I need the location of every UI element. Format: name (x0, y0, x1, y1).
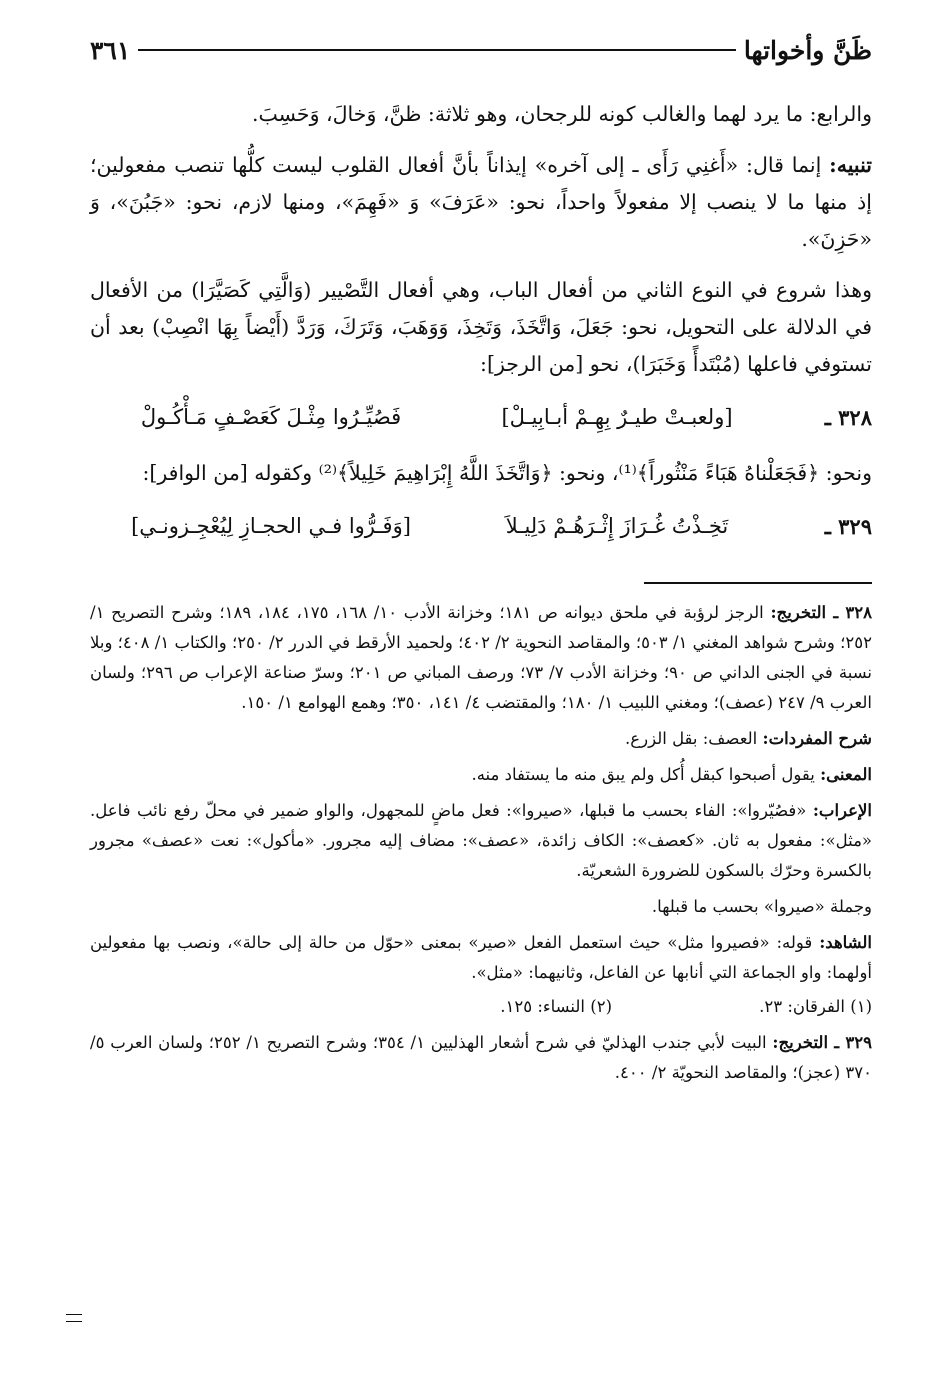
note-parsing (90, 796, 872, 886)
note-label: الإعراب: (812, 801, 872, 820)
note-text: قوله: «فصيروا مثل» حيث استعمل الفعل «صير» بمعنى «حوّل من حالة إلى حالة»، ونصب بها مفعولين أولهما: واو الجماعة التي أنابها عن الفاعل، وثانيهما: «مثل». (90, 933, 872, 982)
note-text: الرجز لرؤبة في ملحق ديوانه ص ١٨١؛ وخزانة الأدب ١٠/ ١٦٨، ١٧٥، ١٨٤، ١٨٩؛ وشرح التصريح ١/ ٢٥٢؛ وشرح شواهد المغني ١/ ٥٠٣؛ والمقاصد النحوية ٢/ ٤٠٢؛ ولحميد الأرقط في الدرر ٢/ ٢٥٠؛ والكتاب ١/ ٤٠٨؛ وبلا نسبة في الجنى الداني ص ٩٠؛ وخزانة الأدب ٧/ ٧٣؛ ورصف المباني ص ٢٠١؛ وسرّ صناعة الإعراب ص ٢٩٦؛ ولسان العرب ٩/ ٢٤٧ (عصف)؛ ومغني اللبيب ١/ ١٨٠؛ والمقتضب ٤/ ١٤١، ٣٥٠؛ وهمع الهوامع ١/ ١٥٠. (90, 603, 873, 712)
verse-number: ٣٢٨ ـ (824, 404, 872, 430)
page-header (90, 28, 872, 72)
footnote-2: (٢) النساء: ١٢٥. (500, 997, 612, 1016)
note-meaning (90, 760, 872, 790)
verse-number: ٣٢٩ ـ (824, 513, 872, 539)
verse-second-hemistich: فَصُيِّـرُوا مِثْـلَ كَعَصْـفٍ مَـأْكُـولْ (140, 405, 402, 429)
page-number: ٣٦١ (90, 35, 131, 65)
note-sentence: وجملة «صيروا» بحسب ما قبلها. (651, 897, 872, 916)
footnotes (90, 598, 872, 1088)
note-vocabulary (90, 724, 872, 754)
paragraph-2 (90, 147, 872, 258)
main-text (90, 96, 872, 550)
note-label: الشاهد: (819, 933, 872, 952)
note-takhrij-328 (90, 598, 872, 718)
note-text: العصف: بقل الزرع. (625, 729, 763, 748)
quran-references (90, 992, 872, 1022)
footnote-divider (644, 582, 872, 584)
verse-329 (90, 502, 872, 550)
verse-first-hemistich: [ولعبـتْ طيـرٌ بِهِـمْ أبـابِيـلْ] (501, 405, 733, 429)
verse-second-hemistich: [وَفَـرُّوا فـي الحجـازِ لِيُعْجِـزونـي] (131, 514, 411, 538)
note-label: ٣٢٩ ـ التخريج: (772, 1033, 872, 1052)
header-rule (138, 49, 736, 51)
paragraph-2-text: إنما قال: «أَغنِي رَأَى ـ إلى آخره» إيذاناً بأنَّ أفعال القلوب ليست كلُّها تنصب مفعولين؛ إذ منها ما لا ينصب إلا مفعولاً واحداً، نحو: «عَرَفَ» وَ «فَهِمَ»، ومنها لازم، نحو: «جَبُنَ»، وَ «حَزِنَ». (90, 153, 872, 251)
note-evidence (90, 928, 872, 988)
note-text: يقول أصبحوا كبقل أُكل ولم يبق منه ما يستفاد منه. (471, 765, 821, 784)
note-label: شرح المفردات: (762, 729, 872, 748)
book-page (90, 28, 872, 1368)
note-label: المعنى: (820, 765, 872, 784)
note-label: تنبيه: (829, 153, 872, 177)
chapter-title: ظَنَّ وأخواتها (743, 35, 872, 65)
paragraph-1: والرابع: ما يرد لهما والغالب كونه للرجحان، وهو ثلاثة: ظنَّ، وَخالَ، وَحَسِبَ. (252, 102, 872, 126)
verse-328 (90, 393, 872, 441)
verse-first-hemistich: تَخِـذْتُ غُـرَازَ إِثْـرَهُـمْ دَلِيـلاَ (505, 514, 729, 538)
footnote-1: (١) الفرقان: ٢٣. (759, 997, 872, 1016)
margin-mark (66, 1314, 82, 1322)
note-label: ٣٢٨ ـ التخريج: (770, 603, 872, 622)
paragraph-3: وهذا شروع في النوع الثاني من أفعال الباب، وهي أفعال التَّصْيير (وَالَّتِي كَصَيَّرَا) من الأفعال في الدلالة على التحويل، نحو: جَعَلَ، وَاتَّخَذَ، وَتَخِذَ، وَوَهَبَ، وَتَرَكَ، وَرَدَّ (أَيْضاً بِهَا انْصِبْ) بعد أن تستوفي فاعلها (مُبْتَدأً وَخَبَرَا)، نحو [من الرجز]: (90, 278, 872, 376)
paragraph-4: ونحو: ﴿فَجَعَلْناهُ هَبَاءً مَنْثُوراً﴾⁽¹⁾، ونحو: ﴿وَاتَّخَذَ اللَّهُ إِبْرَاهِيمَ خَلِيلاً﴾⁽²⁾ وكقوله [من الوافر]: (142, 461, 872, 485)
note-takhrij-329 (90, 1028, 872, 1088)
note-text: البيت لأبي جندب الهذليّ في شرح أشعار الهذليين ١/ ٣٥٤؛ وشرح التصريح ١/ ٢٥٢؛ ولسان العرب ٥/ ٣٧٠ (عجز)؛ والمقاصد النحويّة ٢/ ٤٠٠. (90, 1033, 872, 1082)
note-text: «فصُيّروا»: الفاء بحسب ما قبلها، «صيروا»: فعل ماضٍ للمجهول، والواو ضمير في محلّ رفع نائب فاعل. «مثل»: مفعول به ثان. «كعصف»: الكاف زائدة، «عصف»: مضاف إليه مجرور. «مأكول»: نعت «عصف» مجرور بالكسرة وحرّك بالسكون للضرورة الشعريّة. (90, 801, 872, 880)
